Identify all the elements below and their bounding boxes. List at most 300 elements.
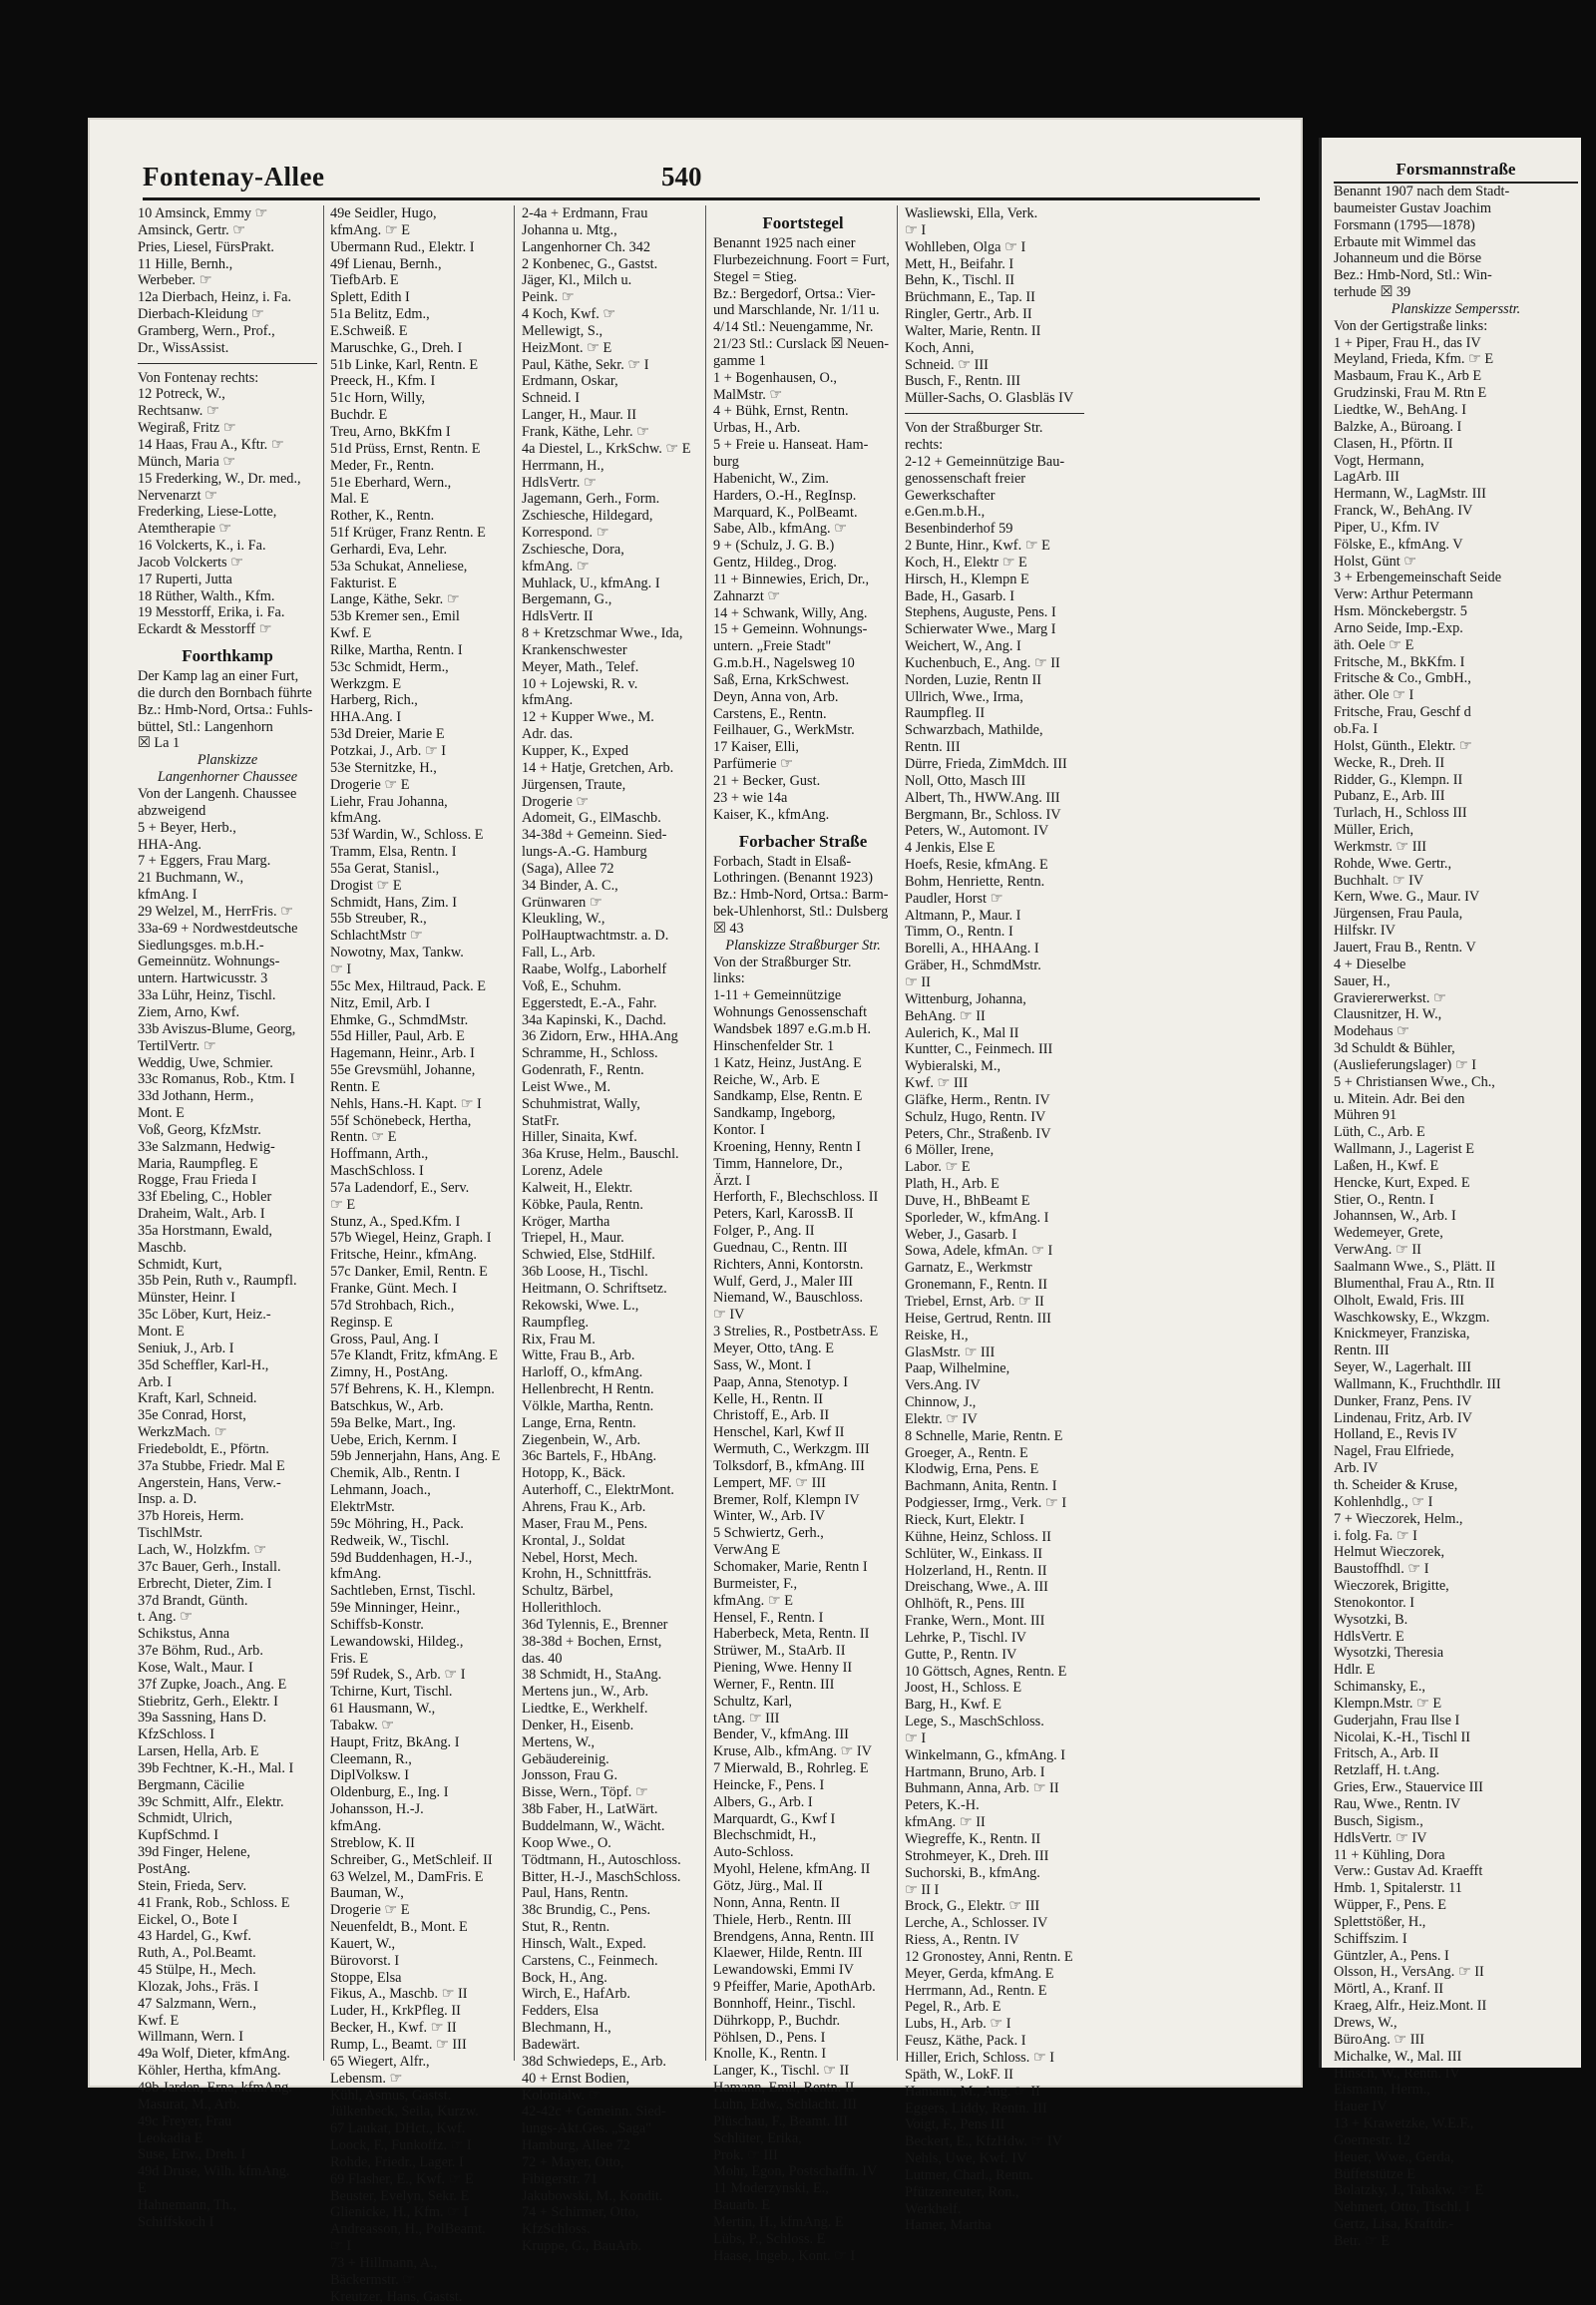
directory-entry: Gross, Paul, Ang. I <box>330 1331 439 1347</box>
directory-entry: Eggerstedt, E.-A., Fahr. <box>522 994 657 1011</box>
directory-entry: Besenbinderhof 59 <box>905 521 1013 538</box>
directory-entry: Brock, G., Elektr. ☞ III <box>905 1898 1040 1915</box>
directory-entry: Kelle, H., Rentn. II <box>713 1390 823 1407</box>
directory-entry: Rohde, Wwe. Gertr., <box>1334 855 1452 872</box>
directory-entry: Späth, W., LokF. II <box>905 2066 1013 2083</box>
directory-entry: links: <box>713 970 745 987</box>
directory-entry: Bez.: Hmb-Nord, Stl.: Win- <box>1334 267 1492 284</box>
directory-entry: Schmidt, Ulrich, <box>138 1810 232 1827</box>
directory-entry: Rohde, Friedr., Lager. I <box>330 2153 464 2170</box>
directory-entry: Ringler, Gertr., Arb. II <box>905 306 1032 323</box>
directory-entry: Barg, H., Kwf. E <box>905 1697 1002 1714</box>
directory-entry: Bolatzky, J., Tabakw. ☞ E <box>1334 2182 1484 2199</box>
directory-entry: Johannsen, W., Arb. I <box>1334 1208 1456 1225</box>
directory-entry: Koch, H., Elektr ☞ E <box>905 554 1027 571</box>
directory-entry: Liehr, Frau Johanna, <box>330 793 448 810</box>
directory-entry: 40 + Ernst Bodien, <box>522 2070 630 2087</box>
directory-entry: Winter, W., Arb. IV <box>713 1508 826 1525</box>
directory-entry: das. 40 <box>522 1650 563 1667</box>
directory-entry: Hdlr. E <box>1334 1662 1376 1679</box>
directory-entry: Graviererwerkst. ☞ <box>1334 989 1446 1006</box>
directory-entry: 19 Messtorff, Erika, i. Fa. <box>138 604 285 621</box>
directory-entry: 11 + Binnewies, Erich, Dr., <box>713 571 870 587</box>
directory-entry: Maria, Raumpfleg. E <box>138 1155 258 1172</box>
directory-entry: Lorenz, Adele <box>522 1163 602 1180</box>
directory-entry: Wandsbek 1897 e.G.m.b H. <box>713 1020 872 1037</box>
directory-entry: Guderjahn, Frau Ilse I <box>1334 1712 1460 1729</box>
directory-entry: 12 Potreck, W., <box>138 386 225 403</box>
directory-entry: 37b Horeis, Herm. <box>138 1508 244 1525</box>
directory-entry: Hamann, M., Ang. ☞ II <box>905 2083 1040 2100</box>
directory-entry: 11 Moderzynski, E., <box>713 2180 829 2197</box>
directory-entry: Paudler, Horst ☞ <box>905 890 1003 907</box>
directory-entry: 35d Scheffler, Karl-H., <box>138 1356 269 1373</box>
directory-entry: 21 Buchmann, W., <box>138 870 244 887</box>
directory-entry: ☒ 43 <box>713 920 744 937</box>
directory-entry: Norden, Luzie, Rentn II <box>905 671 1041 688</box>
directory-entry: Bz.: Hmb-Nord, Ortsa.: Fuhls- <box>138 701 313 718</box>
directory-entry: Dührkopp, P., Buchdr. <box>713 2012 841 2029</box>
directory-entry: 57a Ladendorf, E., Serv. <box>330 1179 470 1196</box>
directory-entry: Hermann, W., LagMstr. III <box>1334 486 1486 503</box>
directory-entry: Schlüter, Erika, <box>713 2129 802 2146</box>
directory-entry: Hamer, Martha <box>905 2217 992 2234</box>
directory-entry: Suchorski, B., kfmAng. <box>905 1864 1040 1881</box>
directory-entry: Zschiesche, Hildegard, <box>522 508 653 525</box>
directory-entry: Luhn, Edw., Schlacht. III <box>713 2096 857 2113</box>
directory-entry: Splett, Edith I <box>330 289 410 306</box>
directory-entry: Tabakw. ☞ <box>330 1717 395 1733</box>
directory-entry: 51f Krüger, Franz Rentn. E <box>330 525 486 542</box>
directory-entry: Wysotzki, B. <box>1334 1611 1408 1628</box>
directory-entry: MaschSchloss. I <box>330 1163 424 1180</box>
directory-entry: Vers.Ang. IV <box>905 1377 981 1394</box>
directory-entry: Flurbezeichnung. Foort = Furt, <box>713 251 890 268</box>
directory-entry: Ohlhöft, R., Pens. III <box>905 1596 1025 1613</box>
directory-entry: Ziegenbein, W., Arb. <box>522 1431 641 1448</box>
directory-entry: Kruse, Alb., kfmAng. ☞ IV <box>713 1743 872 1760</box>
directory-entry: Rogge, Frau Frieda I <box>138 1172 257 1189</box>
directory-entry: Kuntter, C., Feinmech. III <box>905 1041 1053 1058</box>
directory-entry: (Auslieferungslager) ☞ I <box>1334 1056 1477 1073</box>
directory-entry: 2 Konbenec, G., Gastst. <box>522 255 658 272</box>
directory-entry: Altmann, P., Maur. I <box>905 907 1021 924</box>
directory-entry: Auto-Schloss. <box>713 1844 794 1861</box>
directory-entry: Hoffmann, Arth., <box>330 1146 429 1163</box>
directory-entry: Hinschenfelder Str. 1 <box>713 1037 835 1054</box>
directory-entry: Urbas, H., Arb. <box>713 420 801 437</box>
directory-entry: Stegel = Stieg. <box>713 268 797 285</box>
directory-entry: Helmut Wieczorek, <box>1334 1544 1445 1561</box>
directory-entry: Stut, R., Rentn. <box>522 1919 610 1936</box>
directory-entry: Mont. E <box>138 1324 185 1340</box>
directory-entry: Harberg, Rich., <box>330 692 418 709</box>
directory-entry: und Marschlande, Nr. 1/11 u. <box>713 302 880 319</box>
directory-entry: 11 Hille, Bernh., <box>138 255 233 272</box>
directory-entry: Betr. ☞ E <box>1334 2232 1391 2249</box>
directory-entry: Andreasson, H., PolBeamt. <box>330 2221 486 2238</box>
directory-entry: Hencke, Kurt, Exped. E <box>1334 1174 1470 1191</box>
directory-entry: Rentn. III <box>905 739 961 756</box>
directory-entry: 57c Danker, Emil, Rentn. E <box>330 1264 488 1281</box>
directory-entry: Mertens jun., W., Arb. <box>522 1684 649 1701</box>
directory-entry: Mohr, Egon, Postschaffn. IV <box>713 2163 878 2180</box>
directory-entry: Drogerie ☞ <box>522 793 590 810</box>
directory-entry: 11 + Kühling, Dora <box>1334 1846 1445 1863</box>
directory-entry: Jäger, Kl., Milch u. <box>522 272 632 289</box>
directory-entry: th. Scheider & Kruse, <box>1334 1476 1458 1493</box>
directory-entry: Rekowski, Wwe. L., <box>522 1297 639 1314</box>
directory-entry: Maschb. <box>138 1239 187 1256</box>
directory-entry: Knolle, K., Rentn. I <box>713 2046 827 2063</box>
directory-entry: Wecke, R., Dreh. II <box>1334 754 1445 771</box>
directory-entry: E.Schweiß. E <box>330 322 408 339</box>
directory-entry: Guednau, C., Rentn. III <box>713 1239 848 1256</box>
directory-entry: Muhlack, U., kfmAng. I <box>522 575 660 591</box>
directory-entry: Kaiser, K., kfmAng. <box>713 806 830 823</box>
column-divider <box>514 205 515 2061</box>
directory-entry: lungs-Akt.Ges. „Saga" <box>522 2120 652 2137</box>
street-heading: Foorthkamp <box>182 646 273 666</box>
directory-entry: ☞ I <box>330 2238 352 2255</box>
directory-entry: Fölske, E., kfmAng. V <box>1334 536 1463 553</box>
directory-entry: Bergmann, Br., Schloss. IV <box>905 806 1061 823</box>
directory-entry: Wittenburg, Johanna, <box>905 990 1026 1007</box>
directory-entry: Noll, Otto, Masch III <box>905 772 1026 789</box>
section-rule <box>138 363 317 370</box>
directory-entry: Schulz, Hugo, Rentn. IV <box>905 1108 1046 1125</box>
directory-entry: Schiffsb-Konstr. <box>330 1616 424 1633</box>
directory-entry: Labor. ☞ E <box>905 1159 971 1176</box>
directory-entry: Nonn, Anna, Rentn. II <box>713 1894 841 1911</box>
directory-entry: Burmeister, F., <box>713 1575 798 1592</box>
directory-entry: Gebäudereinig. <box>522 1750 609 1767</box>
directory-entry: 7 + Eggers, Frau Marg. <box>138 853 271 870</box>
directory-entry: Voigt, F., Pens III <box>905 2116 1005 2133</box>
directory-entry: Mörtl, A., Kranf. II <box>1334 1981 1443 1998</box>
directory-entry: Sowa, Adele, kfmAn. ☞ I <box>905 1243 1053 1260</box>
directory-entry: ☒ La 1 <box>138 735 181 752</box>
directory-entry: Peters, K.-H. <box>905 1797 980 1814</box>
directory-entry: Schwied, Else, StdHilf. <box>522 1247 655 1264</box>
directory-entry: Stier, O., Rentn. I <box>1334 1191 1434 1208</box>
directory-entry: Ruth, A., Pol.Beamt. <box>138 1945 256 1962</box>
directory-entry: u. Mitein. Adr. Bei den <box>1334 1090 1465 1107</box>
directory-entry: Wohnungs Genossenschaft <box>713 1004 868 1021</box>
directory-entry: Götz, Jürg., Mal. II <box>713 1878 823 1894</box>
directory-entry: Paul, Hans, Rentn. <box>522 1885 628 1902</box>
directory-entry: 2-4a + Erdmann, Frau <box>522 205 648 221</box>
directory-entry: Der Kamp lag an einer Furt, <box>138 668 299 685</box>
directory-entry: Eickel, O., Bote I <box>138 1911 238 1928</box>
directory-page <box>88 118 1303 2305</box>
directory-entry: Büffetstütze E <box>1334 2165 1415 2182</box>
directory-entry: Raumpfleg. <box>522 1314 590 1331</box>
directory-entry: Lehrke, P., Tischl. IV <box>905 1629 1026 1646</box>
directory-entry: Batschkus, W., Arb. <box>330 1397 444 1414</box>
directory-entry: Nitz, Emil, Arb. I <box>330 994 431 1011</box>
directory-entry: Fibigerstr. 71 <box>522 2170 598 2187</box>
directory-entry: 9 Pfeiffer, Marie, ApothArb. <box>713 1979 876 1996</box>
directory-entry: 73 + Hillmann, A., <box>330 2254 438 2271</box>
directory-entry: Lewandowski, Emmi IV <box>713 1962 854 1979</box>
directory-entry: 51c Horn, Willy, <box>330 390 426 407</box>
directory-entry: Gentz, Hildeg., Drog. <box>713 555 837 572</box>
directory-entry: Busch, F., Rentn. III <box>905 373 1021 390</box>
directory-entry: Weichert, W., Ang. I <box>905 638 1021 655</box>
directory-entry: Olsson, H., VersAng. ☞ II <box>1334 1964 1484 1981</box>
directory-entry: 37a Stubbe, Friedr. Mal E <box>138 1457 285 1474</box>
directory-entry: Holst, Günt ☞ <box>1334 553 1417 570</box>
directory-entry: Bürovorst. I <box>330 1952 400 1969</box>
directory-entry: VerwAng E <box>713 1542 781 1559</box>
directory-entry: Henschel, Karl, Kwf II <box>713 1424 845 1441</box>
directory-entry: untern. Hartwicusstr. 3 <box>138 970 268 987</box>
directory-entry: Langer, K., Tischl. ☞ II <box>713 2063 850 2080</box>
directory-entry: Peters, W., Automont. IV <box>905 823 1049 840</box>
directory-entry: Leokadia E <box>138 2129 203 2146</box>
directory-entry: Adomeit, G., ElMaschb. <box>522 810 661 827</box>
directory-entry: 1-11 + Gemeinnützige <box>713 987 842 1004</box>
directory-entry: Johansson, H.-J. <box>330 1801 424 1818</box>
directory-entry: kfmAng. ☞ E <box>713 1592 793 1609</box>
directory-entry: Erbaute mit Wimmel das <box>1334 233 1476 250</box>
directory-entry: Lubs, H., Arb. ☞ I <box>905 2016 1011 2033</box>
directory-entry: Cleemann, R., <box>330 1750 412 1767</box>
directory-entry: Lübs, P., Schloss. E <box>713 2230 826 2247</box>
directory-entry: 36d Tylennis, E., Brenner <box>522 1616 668 1633</box>
directory-entry: HHA-Ang. <box>138 836 201 853</box>
directory-entry: kfmAng. ☞ <box>522 558 590 575</box>
directory-entry: ☞ I <box>330 960 352 977</box>
directory-entry: Hartmann, Bruno, Arb. I <box>905 1763 1045 1780</box>
directory-entry: äther. Ole ☞ I <box>1334 687 1414 704</box>
directory-entry: 34-38d + Gemeinn. Sied- <box>522 827 667 844</box>
directory-entry: Klempn.Mstr. ☞ E <box>1334 1695 1442 1712</box>
directory-entry: Pubanz, E., Arb. III <box>1334 788 1445 805</box>
directory-entry: Kwf. E <box>330 625 372 642</box>
directory-entry: terhude ☒ 39 <box>1334 284 1411 301</box>
directory-entry: Hiller, Sinaita, Kwf. <box>522 1129 637 1146</box>
directory-entry: Plüschau, F., Beamt. III <box>713 2113 849 2129</box>
directory-entry: PostAng. <box>138 1861 191 1877</box>
directory-entry: Glienicke, H., Kfm. ☞ I <box>330 2204 469 2221</box>
directory-entry: (Saga), Allee 72 <box>522 860 614 877</box>
directory-entry: Buchhalt. ☞ IV <box>1334 872 1424 889</box>
directory-entry: Treu, Arno, BkKfm I <box>330 423 451 440</box>
directory-entry: Fakturist. E <box>330 575 397 591</box>
directory-entry: Müller-Sachs, O. Glasbläs IV <box>905 390 1074 407</box>
directory-entry: Duve, H., BhBeamt E <box>905 1192 1030 1209</box>
directory-entry: 59b Jennerjahn, Hans, Ang. E <box>330 1448 501 1465</box>
directory-entry: Nagel, Frau Elfriede, <box>1334 1443 1454 1460</box>
directory-entry: Friedeboldt, E., Pförtn. <box>138 1440 269 1457</box>
directory-entry: Insp. a. D. <box>138 1491 198 1508</box>
directory-entry: 33f Ebeling, C., Hobler <box>138 1189 272 1206</box>
directory-entry: Kontor. I <box>713 1122 765 1139</box>
directory-entry: Bonnhoff, Heinr., Tischl. <box>713 1995 856 2012</box>
directory-entry: 33e Salzmann, Hedwig- <box>138 1138 275 1155</box>
directory-entry: 41 Frank, Rob., Schloss. E <box>138 1894 290 1911</box>
directory-entry: BüroAng. ☞ III <box>1334 2031 1425 2048</box>
directory-entry: Dierbach-Kleidung ☞ <box>138 306 264 323</box>
directory-entry: Feilhauer, G., WerkMstr. <box>713 722 855 739</box>
directory-entry: Triepel, H., Maur. <box>522 1230 624 1247</box>
directory-entry: 3d Schuldt & Bühler, <box>1334 1040 1455 1057</box>
directory-entry: Chinnow, J., <box>905 1394 977 1411</box>
directory-entry: Fritsch, A., Arb. II <box>1334 1745 1439 1762</box>
directory-entry: Lerche, A., Schlosser. IV <box>905 1915 1048 1932</box>
directory-entry: TischlMstr. <box>138 1525 203 1542</box>
directory-entry: Münch, Maria ☞ <box>138 453 236 470</box>
directory-entry: Bachmann, Anita, Rentn. I <box>905 1478 1057 1495</box>
directory-entry: Gerhardi, Eva, Lehr. <box>330 541 448 558</box>
directory-entry: 59d Buddenhagen, H.-J., <box>330 1549 473 1566</box>
column-3 <box>522 205 701 2255</box>
directory-entry: Herforth, F., Blechschloss. II <box>713 1189 879 1206</box>
directory-entry: 36a Kruse, Helm., Bauschl. <box>522 1146 679 1163</box>
directory-entry: Raumpfleg. II <box>905 705 986 722</box>
directory-entry: Retzlaff, H. t.Ang. <box>1334 1762 1440 1779</box>
directory-entry: Saß, Erna, KrkSchwest. <box>713 671 850 688</box>
directory-entry: untern. „Freie Stadt" <box>713 638 832 655</box>
directory-entry: 39b Fechtner, K.-H., Mal. I <box>138 1759 294 1776</box>
directory-entry: Schmidt, Kurt, <box>138 1256 222 1273</box>
directory-entry: Hahnemann, Th., <box>138 2196 236 2213</box>
directory-entry: Erdmann, Oskar, <box>522 373 618 390</box>
directory-entry: Voß, Georg, KfzMstr. <box>138 1121 261 1138</box>
directory-entry: Strohmeyer, K., Dreh. III <box>905 1847 1049 1864</box>
directory-entry: 12 Gronostey, Anni, Rentn. E <box>905 1948 1073 1965</box>
directory-entry: Hinsch, W., Rentn. IV <box>1334 2065 1460 2082</box>
directory-entry: ElektrMstr. <box>330 1498 395 1515</box>
directory-entry: 36 Zidorn, Erw., HHA.Ang <box>522 1028 678 1045</box>
directory-entry: Wulf, Gerd, J., Maler III <box>713 1273 853 1290</box>
directory-entry: Arb. IV <box>1334 1460 1379 1477</box>
directory-entry: 1 Katz, Heinz, JustAng. E <box>713 1054 862 1071</box>
directory-entry: 23 + wie 14a <box>713 789 788 806</box>
directory-entry: 4/14 Stl.: Neuengamme, Nr. <box>713 319 874 336</box>
directory-entry: Wedemeyer, Grete, <box>1334 1225 1443 1242</box>
directory-entry: Marquardt, G., Kwf I <box>713 1810 836 1827</box>
directory-entry: 53d Dreier, Marie E <box>330 726 445 743</box>
directory-entry: Weddig, Uwe, Schmier. <box>138 1054 273 1071</box>
directory-entry: Wallmann, K., Fruchthdlr. III <box>1334 1375 1501 1392</box>
directory-entry: 42-42c + Gemeinn. Sied- <box>522 2104 666 2120</box>
directory-entry: genossenschaft freier <box>905 470 1026 487</box>
directory-entry: Liedtke, E., Werkhelf. <box>522 1701 648 1718</box>
directory-entry: Kwf. ☞ III <box>905 1075 969 1092</box>
directory-entry: Franke, Wern., Mont. III <box>905 1613 1045 1630</box>
directory-entry: Godenrath, F., Rentn. <box>522 1062 644 1079</box>
directory-entry: 37f Zupke, Joach., Ang. E <box>138 1676 287 1693</box>
directory-entry: Mühren 91 <box>1334 1107 1397 1124</box>
directory-entry: Benannt 1925 nach einer <box>713 235 856 251</box>
directory-entry: Wasliewski, Ella, Verk. <box>905 205 1038 221</box>
directory-entry: Brüchmann, E., Tap. II <box>905 289 1035 306</box>
directory-entry: Werkmstr. ☞ III <box>1334 838 1427 855</box>
directory-entry: 47 Salzmann, Wern., <box>138 1995 256 2012</box>
directory-entry: Timm, Hannelore, Dr., <box>713 1155 843 1172</box>
directory-entry: Hamburg, Allee 72 <box>522 2137 630 2154</box>
directory-entry: 7 + Wieczorek, Helm., <box>1334 1510 1463 1527</box>
directory-entry: büttel, Stl.: Langenhorn <box>138 718 273 735</box>
directory-entry: 59f Rudek, S., Arb. ☞ I <box>330 1667 466 1684</box>
directory-entry: Joost, H., Schloss. E <box>905 1680 1022 1697</box>
directory-entry: 5 + Beyer, Herb., <box>138 819 236 836</box>
directory-entry: E <box>138 2180 147 2197</box>
directory-entry: Rentn. III <box>1334 1343 1390 1359</box>
directory-entry: kfmAng. <box>330 1818 382 1834</box>
directory-entry: Olholt, Ewald, Fris. III <box>1334 1292 1465 1309</box>
directory-entry: Harders, O.-H., RegInsp. <box>713 487 857 504</box>
directory-entry: Liedtke, W., BehAng. I <box>1334 401 1467 418</box>
directory-entry: Haberbeck, Meta, Rentn. II <box>713 1626 870 1643</box>
directory-columns <box>138 205 1263 2305</box>
directory-entry: kfmAng. <box>522 692 574 709</box>
directory-entry: 3 + Erbengemeinschaft Seide <box>1334 570 1502 586</box>
directory-entry: Müller, Erich, <box>1334 822 1414 839</box>
directory-entry: Arb. I <box>138 1373 173 1390</box>
directory-entry: Heitmann, O. Schriftsetz. <box>522 1281 667 1297</box>
directory-entry: Mett, H., Beifahr. I <box>905 255 1014 272</box>
directory-entry: Klaewer, Hilde, Rentn. III <box>713 1945 863 1962</box>
directory-entry: 16 Volckerts, K., i. Fa. <box>138 538 266 555</box>
directory-entry: Bisse, Wern., Töpf. ☞ <box>522 1784 648 1801</box>
directory-entry: Schiffskoch I <box>138 2213 214 2230</box>
directory-entry: 14 Haas, Frau A., Kftr. ☞ <box>138 436 284 453</box>
page-header <box>143 158 1260 200</box>
directory-entry: Verw: Arthur Petermann <box>1334 586 1473 603</box>
directory-entry: 2 Bunte, Hinr., Kwf. ☞ E <box>905 538 1050 555</box>
directory-entry: Mal. E <box>330 491 369 508</box>
column-5 <box>905 205 1084 2234</box>
directory-entry: 59c Möhring, H., Pack. <box>330 1515 464 1532</box>
directory-entry: Eckardt & Messtorff ☞ <box>138 621 272 638</box>
directory-entry: Niemand, W., Bauschloss. <box>713 1290 864 1307</box>
directory-entry: Schwarzbach, Mathilde, <box>905 722 1043 739</box>
directory-entry: Gronemann, F., Rentn. II <box>905 1277 1047 1294</box>
directory-entry: Redweik, W., Tischl. <box>330 1532 450 1549</box>
directory-entry: Stiebritz, Gerh., Elektr. I <box>138 1693 278 1710</box>
directory-entry: Uebe, Erich, Kernm. I <box>330 1431 458 1448</box>
directory-entry: Piper, U., Kfm. IV <box>1334 519 1440 536</box>
directory-entry: 57b Wiegel, Heinz, Graph. I <box>330 1230 492 1247</box>
directory-entry: 21 + Becker, Gust. <box>713 773 821 789</box>
directory-entry: Becker, H., Kwf. ☞ II <box>330 2020 457 2037</box>
directory-entry: burg <box>713 453 739 470</box>
directory-entry: 51b Linke, Karl, Rentn. E <box>330 356 479 373</box>
directory-entry: Reginsp. E <box>330 1314 393 1331</box>
directory-entry: Riess, A., Rentn. IV <box>905 1932 1019 1949</box>
directory-entry: HdlsVertr. II <box>522 608 594 625</box>
directory-entry: Schlüter, W., Einkass. II <box>905 1545 1043 1562</box>
directory-entry: 72 + Mayer, Otto, <box>522 2153 624 2170</box>
facing-page-column <box>1334 158 1578 2249</box>
directory-entry: Haupt, Fritz, BkAng. I <box>330 1733 460 1750</box>
directory-entry: gamme 1 <box>713 352 766 369</box>
directory-entry: Peters, Karl, KarossB. II <box>713 1206 854 1223</box>
directory-entry: Hoefs, Resie, kfmAng. E <box>905 857 1048 874</box>
directory-entry: Lindenau, Fritz, Arb. IV <box>1334 1409 1472 1426</box>
directory-entry: Eggers, Liddy, Rentn. III <box>905 2100 1047 2116</box>
directory-entry: Modehaus ☞ <box>1334 1023 1409 1040</box>
directory-entry: Gutte, P., Rentn. IV <box>905 1646 1017 1663</box>
directory-entry: Sandkamp, Ingeborg, <box>713 1105 836 1122</box>
directory-entry: Groeger, A., Rentn. E <box>905 1444 1028 1461</box>
directory-entry: GlasMstr. ☞ III <box>905 1344 996 1360</box>
directory-entry: 65 Wiegert, Alfr., <box>330 2053 430 2070</box>
